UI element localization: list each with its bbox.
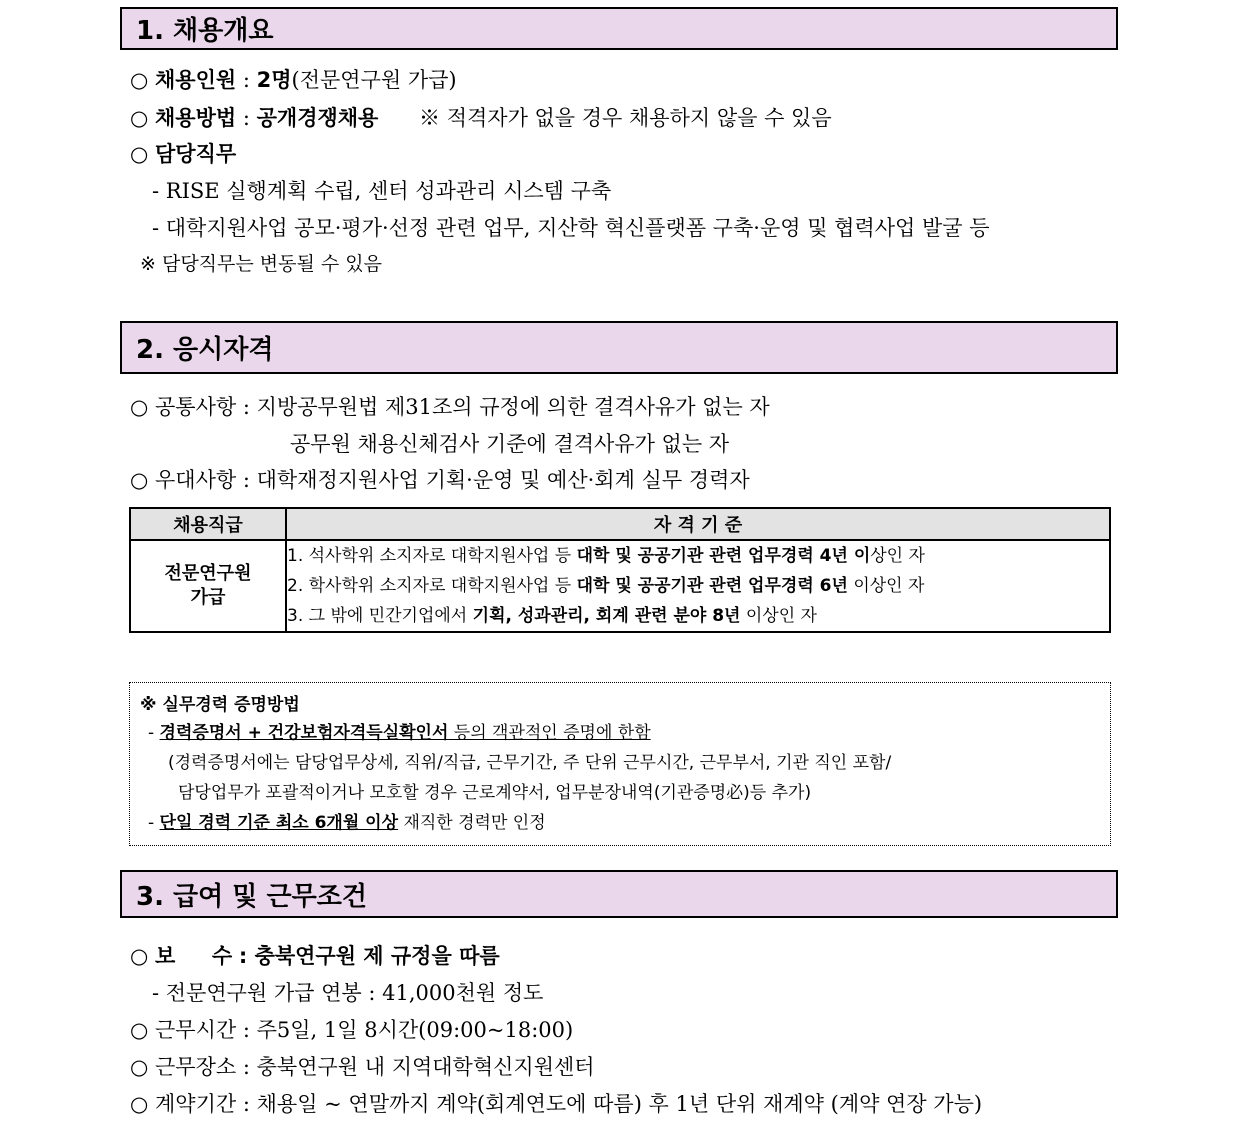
recruit-number-label: 채용인원 [155, 68, 237, 92]
section-3-header [120, 870, 1118, 918]
place-line [130, 1057, 595, 1078]
recruit-method-label: 채용방법 [155, 106, 237, 130]
section-2-title: 2. 응시자격 [136, 335, 274, 365]
hours-label: 근무시간 [155, 1018, 237, 1042]
criteria-emphasis: 대학 및 공공기관 관련 업무경력 4년 이 [576, 546, 871, 566]
duty-item-1: - RISE 실행계획 수립, 센터 성과관리 시스템 구축 [152, 179, 612, 203]
duty-item-2: - 대학지원사업 공모·평가·선정 관련 업무, 지산학 혁신플랫폼 구축·운영 및 협력사업 발굴 등 [152, 216, 990, 240]
duty-label: 담당직무 [155, 142, 237, 166]
table-row [130, 540, 1110, 632]
criteria-text: 상인 자 [870, 546, 925, 566]
pay-line [130, 946, 500, 967]
section-3-title: 3. 급여 및 근무조건 [136, 881, 367, 912]
common-label: 공통사항 [155, 395, 237, 419]
colon: : [242, 68, 257, 92]
recruit-number-detail: (전문연구원 가급) [291, 68, 457, 92]
contract-line [130, 1094, 982, 1115]
note-line-1 [148, 725, 651, 742]
contract-value: 채용일 ~ 연말까지 계약(회계연도에 따름) 후 1년 단위 재계약 (계약 연장 가능) [256, 1092, 983, 1116]
circle-bullet-icon: ○ [130, 68, 149, 92]
circle-bullet-icon: ○ [130, 1092, 149, 1116]
hours-value: 주5일, 1일 8시간(09:00~18:00) [256, 1018, 574, 1042]
colon: : [238, 944, 255, 968]
criteria-item [287, 541, 1109, 571]
section-2-header [120, 321, 1118, 374]
table-header-row [130, 508, 1110, 540]
recruit-method-note: ※ 적격자가 없을 경우 채용하지 않을 수 있음 [419, 106, 832, 130]
circle-bullet-icon: ○ [130, 944, 149, 968]
circle-bullet-icon: ○ [130, 106, 149, 130]
criteria-cell [286, 540, 1110, 632]
criteria-item [287, 601, 1109, 631]
criteria-text: 1. 석사학위 소지자로 대학지원사업 등 [287, 546, 577, 566]
recruit-method-value: 공개경쟁채용 [256, 106, 379, 130]
circle-bullet-icon: ○ [130, 468, 149, 492]
dash: - [148, 813, 160, 833]
place-value: 충북연구원 내 지역대학혁신지원센터 [256, 1055, 595, 1079]
experience-proof-note-box [129, 682, 1111, 846]
note-line-1-emphasis: 경력증명서 + 건강보험자격득실확인서 [159, 723, 449, 743]
circle-bullet-icon: ○ [130, 142, 149, 166]
grade-line-1: 전문연구원 [164, 563, 252, 584]
criteria-text: 이상인 자 [847, 576, 925, 596]
preference-value: 대학재정지원사업 기획·운영 및 예산·회계 실무 경력자 [256, 468, 750, 492]
col-header-criteria: 자 격 기 준 [286, 508, 1110, 540]
recruit-number-line [130, 70, 457, 91]
note-line-2: (경력증명서에는 담당업무상세, 직위/직급, 근무기간, 주 단위 근무시간, 근무부서, 기관 직인 포함/ [168, 753, 892, 773]
note-line-1-rest: 등의 객관적인 증명에 한함 [448, 723, 651, 743]
criteria-text: 2. 학사학위 소지자로 대학지원사업 등 [287, 576, 577, 596]
criteria-emphasis: 기획, 성과관리, 회계 관련 분야 8년 [472, 606, 741, 626]
pay-item: - 전문연구원 가급 연봉 : 41,000천원 정도 [152, 981, 544, 1005]
colon: : [242, 468, 257, 492]
criteria-text: 이상인 자 [740, 606, 817, 626]
hours-line [130, 1020, 573, 1041]
preference-label: 우대사항 [155, 468, 237, 492]
colon: : [242, 106, 257, 130]
circle-bullet-icon: ○ [130, 1055, 149, 1079]
circle-bullet-icon: ○ [130, 395, 149, 419]
duty-line [130, 144, 236, 165]
criteria-emphasis: 대학 및 공공기관 관련 업무경력 6년 [576, 576, 848, 596]
colon: : [242, 1018, 257, 1042]
criteria-item [287, 571, 1109, 601]
place-label: 근무장소 [155, 1055, 237, 1079]
contract-label: 계약기간 [155, 1092, 237, 1116]
common-requirements-line [130, 397, 770, 418]
note-line-4 [148, 815, 546, 832]
qualification-table [129, 507, 1111, 633]
note-line-3: 담당업무가 포괄적이거나 모호할 경우 근로계약서, 업무분장내역(기관증명必)등 추가) [178, 783, 812, 803]
pay-label: 보 수 [155, 944, 233, 968]
circle-bullet-icon: ○ [130, 1018, 149, 1042]
note-line-4-rest: 재직한 경력만 인정 [398, 813, 546, 833]
pay-value: 충북연구원 제 규정을 따름 [254, 944, 500, 968]
section-1-title: 1. 채용개요 [136, 16, 274, 46]
grade-cell [130, 540, 286, 632]
colon: : [242, 395, 257, 419]
recruit-method-line [130, 108, 832, 129]
dash: - [148, 723, 160, 743]
recruit-number-count: 2명 [256, 68, 292, 92]
col-header-grade: 채용직급 [130, 508, 286, 540]
preference-line [130, 470, 750, 491]
grade-line-2: 가급 [190, 587, 226, 608]
criteria-text: 3. 그 밖에 민간기업에서 [287, 606, 473, 626]
colon: : [242, 1055, 257, 1079]
colon: : [242, 1092, 257, 1116]
common-line-2: 공무원 채용신체검사 기준에 결격사유가 없는 자 [290, 432, 730, 456]
note-title: ※ 실무경력 증명방법 [140, 695, 300, 715]
section-1-header [120, 7, 1118, 50]
common-line-1: 지방공무원법 제31조의 규정에 의한 결격사유가 없는 자 [256, 395, 770, 419]
duty-note: ※ 담당직무는 변동될 수 있음 [140, 253, 382, 275]
note-line-4-emphasis: 단일 경력 기준 최소 6개월 이상 [159, 813, 399, 833]
